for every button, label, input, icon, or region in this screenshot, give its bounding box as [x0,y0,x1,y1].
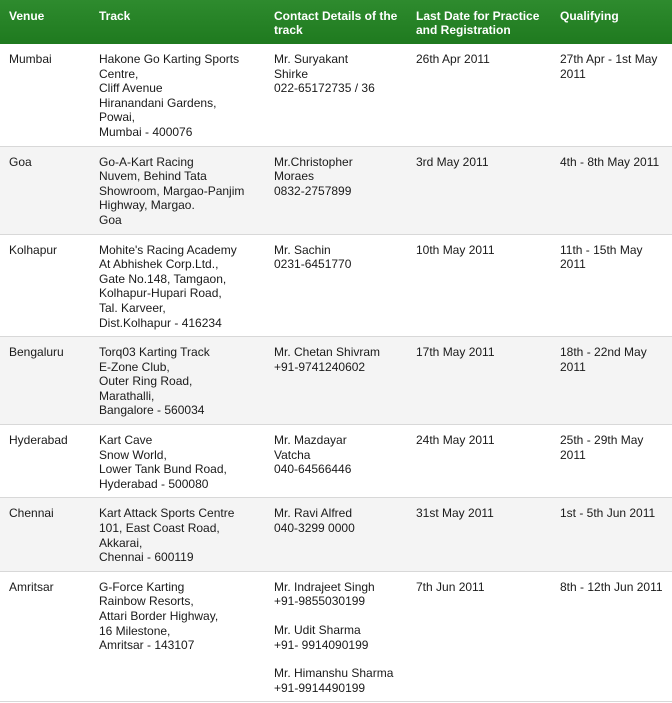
qualifying-line: 2011 [560,447,586,462]
contact-line: Mr. Sachin [274,242,331,257]
track-line: Gate No.148, Tamgaon, [99,271,227,286]
contact-line: Shirke [274,66,309,81]
track-line: Hiranandani Gardens, [99,95,217,110]
contact-cell [265,146,407,234]
track-line: At Abhishek Corp.Ltd., [99,257,219,272]
contact-line: 040-3299 0000 [274,521,355,536]
last-date-cell: 31st May 2011 [407,498,551,571]
contact-line: 022-65172735 / 36 [274,81,375,96]
track-line: Marathalli, [99,388,155,403]
contact-line: Mr. Suryakant [274,52,349,66]
header-row [0,0,672,44]
contact-block [274,666,403,695]
qualifying-line: 27th Apr - 1st May [560,52,658,66]
contact-block [274,506,403,535]
contact-line: +91- 9914090199 [274,637,369,652]
contact-cell [265,337,407,425]
contact-block [274,623,403,652]
qualifying-line: 1st - 5th Jun 2011 [560,506,656,521]
last-date-cell: 3rd May 2011 [407,146,551,234]
contact-line: Mr. Ravi Alfred [274,506,353,521]
track-line: Rainbow Resorts, [99,594,194,609]
track-line: Kolhapur-Hupari Road, [99,286,222,301]
track-line: Hakone Go Karting Sports [99,52,240,66]
contact-block [274,243,403,272]
venue-cell: Bengaluru [0,337,90,425]
qualifying-line: 25th - 29th May [560,433,644,448]
table-row [0,425,672,498]
contact-cell [265,425,407,498]
track-line: 16 Milestone, [99,623,171,638]
venue-cell: Goa [0,146,90,234]
track-line: Highway, Margao. [99,198,195,213]
table-row [0,44,672,146]
contact-block [274,52,403,96]
track-line: Outer Ring Road, [99,374,193,389]
track-cell [90,337,265,425]
qualifying-line: 4th - 8th May 2011 [560,154,660,169]
header-venue: Venue [9,9,45,23]
contact-block [274,345,403,374]
track-line: Nuvem, Behind Tata [99,169,207,184]
track-line: Cliff Avenue [99,81,163,96]
contact-line: Mr. Indrajeet Singh [274,579,375,594]
contact-cell [265,498,407,571]
venue-cell: Mumbai [0,44,90,146]
track-line: Mohite's Racing Academy [99,242,237,257]
qualifying-cell [551,571,672,702]
track-cell [90,146,265,234]
table-header [0,0,672,44]
contact-line: 040-64566446 [274,462,352,477]
table-row [0,146,672,234]
venue-cell: Hyderabad [0,425,90,498]
track-line: Attari Border Highway, [99,609,219,623]
track-line: Chennai - 600119 [99,550,194,565]
venue-cell: Kolhapur [0,234,90,337]
table-row [0,571,672,702]
contact-block [274,155,403,199]
header-contact: Contact Details of the track [274,9,398,37]
track-line: Showroom, Margao-Panjim [99,183,245,198]
table-body [0,44,672,702]
contact-cell [265,234,407,337]
track-line: Mumbai - 400076 [99,124,193,139]
qualifying-cell [551,337,672,425]
track-line: Torq03 Karting Track [99,345,210,360]
header-track: Track [99,9,131,23]
contact-cell [265,571,407,702]
track-line: Centre, [99,66,139,81]
track-line: Lower Tank Bund Road, [99,462,227,477]
last-date-cell: 24th May 2011 [407,425,551,498]
contact-line: +91-9914490199 [274,680,366,695]
qualifying-line: 18th - 22nd May [560,345,647,360]
track-cell [90,234,265,337]
contact-line: +91-9855030199 [274,594,366,609]
track-line: Snow World, [99,447,167,462]
track-cell [90,498,265,571]
track-line: Dist.Kolhapur - 416234 [99,315,222,330]
qualifying-cell [551,425,672,498]
contact-line: +91-9741240602 [274,359,366,374]
track-cell [90,571,265,702]
venue-cell: Amritsar [0,571,90,702]
track-line: Go-A-Kart Racing [99,154,194,169]
table-row [0,498,672,571]
table-row [0,234,672,337]
track-line: Powai, [99,110,136,125]
last-date-cell: 10th May 2011 [407,234,551,337]
track-line: G-Force Karting [99,579,185,594]
header-last-date: Last Date for Practice and Registration [416,9,540,37]
track-line: Kart Cave [99,433,153,448]
contact-line: Mr. Chetan Shivram [274,345,381,360]
last-date-cell: 17th May 2011 [407,337,551,425]
last-date-cell: 7th Jun 2011 [407,571,551,702]
venue-cell: Chennai [0,498,90,571]
track-line: 101, East Coast Road, [99,521,220,536]
last-date-cell: 26th Apr 2011 [407,44,551,146]
contact-line: Mr. Udit Sharma [274,623,361,637]
table-row [0,337,672,425]
track-cell [90,425,265,498]
qualifying-line: 2011 [560,66,586,81]
qualifying-cell [551,234,672,337]
qualifying-line: 11th - 15th May [560,242,643,257]
track-line: Hyderabad - 500080 [99,476,209,491]
track-line: E-Zone Club, [99,359,170,374]
contact-line: Moraes [274,169,315,184]
contact-line: 0832-2757899 [274,183,352,198]
qualifying-cell [551,44,672,146]
track-line: Kart Attack Sports Centre [99,506,235,521]
qualifying-line: 8th - 12th Jun 2011 [560,579,663,594]
contact-line: Mr. Himanshu Sharma [274,666,394,681]
qualifying-line: 2011 [560,359,586,374]
contact-line: Vatcha [274,447,311,462]
track-line: Akkarai, [99,535,143,550]
contact-line: Mr. Mazdayar [274,433,347,448]
track-cell [90,44,265,146]
track-line: Bangalore - 560034 [99,403,205,418]
track-line: Amritsar - 143107 [99,638,195,653]
track-line: Tal. Karveer, [99,300,166,315]
qualifying-cell [551,146,672,234]
header-qualifying: Qualifying [560,9,619,23]
contact-block [274,580,403,609]
contact-cell [265,44,407,146]
track-line: Goa [99,212,122,227]
contact-block [274,433,403,477]
qualifying-cell [551,498,672,571]
contact-line: Mr.Christopher [274,154,353,169]
contact-line: 0231-6451770 [274,257,352,272]
qualifying-line: 2011 [560,257,586,272]
